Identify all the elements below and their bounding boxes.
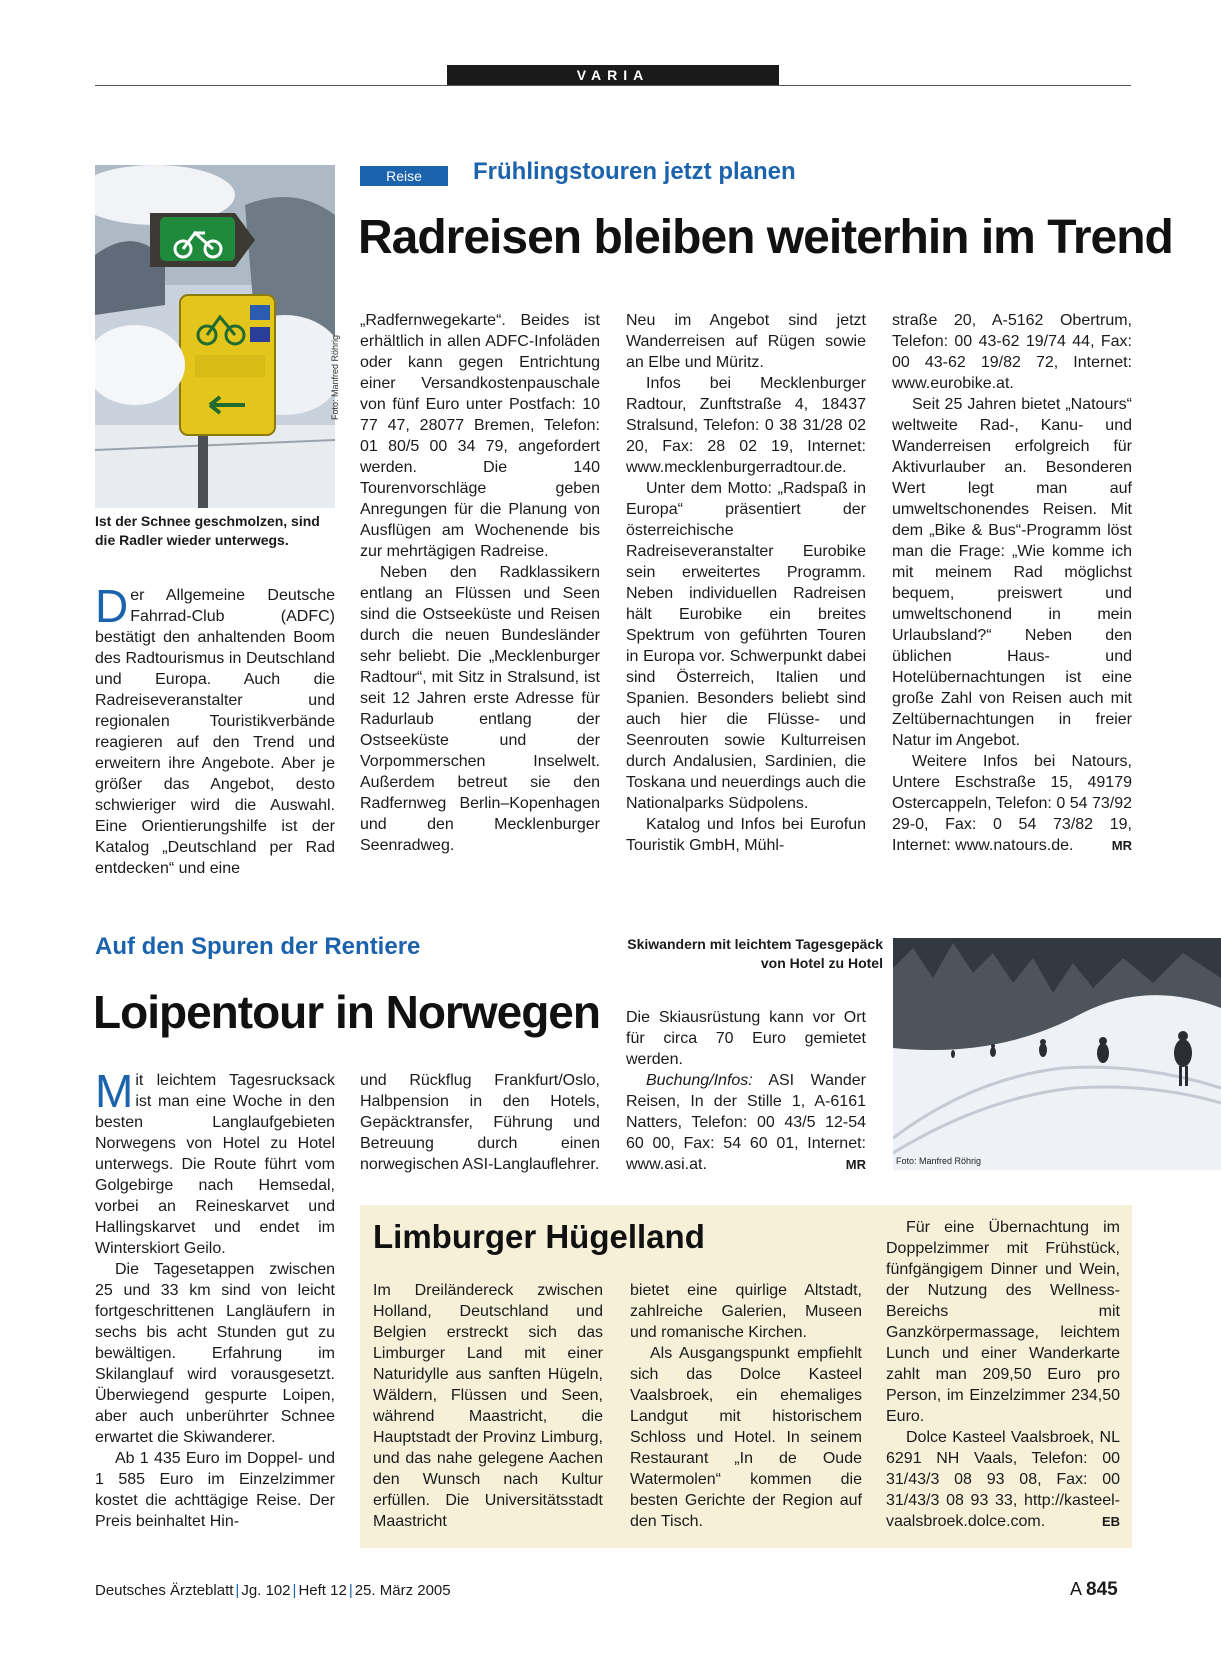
photo-caption: Skiwandern mit leichtem Tagesgepäck von Hotel zu Hotel [627, 936, 883, 971]
ski-illustration [893, 938, 1221, 1170]
drop-cap: D [95, 580, 129, 632]
article1-column-3: Neu im Angebot sind jetzt Wanderreisen auf Rügen sowie an Elbe und Müritz. Infos bei Mecklenburger Radtour, Zunftstraße 4, 18437 Stralsund, Telefon: 0 38 31/28 02 20, Fax: 28 02 19, Internet: www.mecklenburgerradtour.de. Unter dem Motto: „Radspaß in Europa“ präsentiert der österreichische Radreiseveranstalter Eurobike sein erweitertes Programm. Neben individuellen Radreisen hält Eurobike ein breites Spektrum von geführten Touren in Europa vor. Schwerpunkt dabei sind Österreich, Italien und Spanien. Besonders beliebt sind auch hier die Flüsse- und Seenrouten sowie Kulturreisen durch Andalusien, Sardinien, die Toskana und neuerdings auch die Nationalparks Südpolens. Katalog und Infos bei Eurofun Touristik GmbH, Mühl- [626, 312, 866, 854]
volume: Jg. 102 [241, 1582, 291, 1599]
photo-credit: Foto: Manfred Röhrig [330, 334, 340, 420]
issue: Heft 12 [298, 1582, 347, 1599]
box-column-2: bietet eine quirlige Altstadt, zahlreiche Galerien, Museen und romanische Kirchen. Als Ausgangspunkt empfiehlt sich das Dolce Kasteel Vaalsbroek, ein ehemaliges Landgut mit historischem Schloss und Hotel. In seinem Restaurant „In de Oude Watermolen“ kommen die besten Gerichte der Region auf den Tisch. [630, 1282, 862, 1530]
bike-sign-photo [95, 165, 335, 508]
article-headline: Loipentour in Norwegen [93, 986, 600, 1038]
article2-column-2: und Rückflug Frankfurt/Oslo, Halbpension in den Hotels, Gepäcktransfer, Führung und Betreuung durch einen norwegischen ASI-Langlauflehrer. [360, 1072, 600, 1173]
photo-credit: Foto: Manfred Röhrig [896, 1156, 982, 1166]
box-title: Limburger Hügelland [373, 1218, 705, 1255]
photo-caption: Ist der Schnee geschmolzen, sind die Radler wieder unterwegs. [95, 513, 320, 548]
article2-column-3: Die Skiausrüstung kann vor Ort für circa 70 Euro gemietet werden. Buchung/Infos: ASI Wander Reisen, In der Stille 1, A-6161 Natters, Telefon: 00 43/5 12-54 60 00, Fax: 54 60 01, Internet: www.asi.at. MR [626, 1009, 866, 1173]
bike-sign-illustration [95, 165, 335, 508]
article-headline: Radreisen bleiben weiterhin im Trend [358, 211, 1173, 264]
page-number: A 845 [1070, 1579, 1118, 1600]
category-tag: Reise [360, 166, 448, 186]
ski-photo [893, 938, 1221, 1170]
date: 25. März 2005 [354, 1582, 451, 1599]
footer-citation: Deutsches Ärzteblatt | Jg. 102 | Heft 12 | 25. März 2005 [95, 1582, 451, 1599]
drop-cap: M [95, 1065, 134, 1117]
article1-column-1: Der Allgemeine Deutsche Fahrrad-Club (ADFC) bestätigt den anhaltenden Boom des Radtourismus in Deutschland und Europa. Auch die Radreiseveranstalter und regionalen Touristikverbände reagieren auf den Trend und erweitern ihre Angebote. Aber je größer das Angebot, desto schwieriger wird die Auswahl. Eine Orientierungshilfe ist der Katalog „Deutschland per Rad entdecken“ und eine [95, 580, 335, 877]
article-kicker: Auf den Spuren der Rentiere [95, 933, 421, 960]
box-column-1: Im Dreiländereck zwischen Holland, Deutschland und Belgien erstreckt sich das Limburger Land mit einer Naturidylle aus sanften Hügeln, Wäldern, Flüssen und Seen, während Maastricht, die Hauptstadt der Provinz Limburg, und das nahe gelegene Aachen den Wunsch nach Kultur erfüllen. Die Universitätsstadt Maastricht [373, 1282, 603, 1530]
article-kicker: Frühlingstouren jetzt planen [473, 158, 796, 185]
section-label: VARIA [447, 65, 779, 85]
article2-column-1: Mit leichtem Tagesrucksack ist man eine Woche in den besten Langlaufgebieten Norwegens von Hotel zu Hotel unterwegs. Die Route führt vom Golgebirge nach Hemsedal, vorbei an Reineskarvet und Hallingskarvet und endet im Winterskiort Geilo. Die Tagesetappen zwischen 25 und 33 km sind von leicht fortgeschrittenen Langläufern in sechs bis acht Stunden gut zu bewältigen. Erfahrung im Skilanglauf wird vorausgesetzt. Überwiegend gespurte Loipen, aber auch unberührter Schnee erwartet die Skiwanderer. Ab 1 435 Euro im Doppel- und 1 585 Euro im Einzelzimmer kostet die achttägige Reise. Der Preis beinhaltet Hin- [95, 1065, 335, 1530]
article1-column-4: straße 20, A-5162 Obertrum, Telefon: 00 43-62 19/74 44, Fax: 00 43-62 19/82 72, Internet: www.eurobike.at. Seit 25 Jahren bietet „Natours“ weltweite Rad-, Kanu- und Wanderreisen erfolgreich für Aktivurlauber an. Besonderen Wert legt man auf umweltschonendes Reisen. Mit dem „Bike & Bus“-Programm löst man die Frage: „Wie komme ich mit meinem Rad möglichst bequem, preiswert und umweltschonend in mein Urlaubsland?“ Neben den üblichen Haus- und Hotelübernachtungen ist eine große Zahl von Reisen auch mit Zeltübernachtungen in freier Natur im Angebot. Weitere Infos bei Natours, Untere Eschstraße 15, 49179 Ostercappeln, Telefon: 0 54 73/92 29-0, Fax: 0 54 73/82 19, Internet: www.natours.de. MR [892, 312, 1132, 854]
journal-name: Deutsches Ärzteblatt [95, 1582, 234, 1599]
article1-column-2: „Radfernwegekarte“. Beides ist erhältlich in allen ADFC-Infoläden oder kann gegen Entrichtung einer Versandkostenpauschale von fünf Euro unter Postfach: 10 77 47, 28077 Bremen, Telefon: 01 80/5 00 34 79, angefordert werden. Die 140 Tourenvorschläge geben Anregungen für die Planung von Ausflügen am Wochenende bis zur mehrtägigen Radreise. Neben den Radklassikern entlang an Flüssen und Seen sind die Ostseeküste und Reisen durch die neuen Bundesländer sehr beliebt. Die „Mecklenburger Radtour“, mit Sitz in Stralsund, ist seit 12 Jahren erste Adresse für Radurlaub entlang der Ostseeküste und der Vorpommerschen Inselwelt. Außerdem betreut sie den Radfernweg Berlin–Kopenhagen und den Mecklenburger Seenradweg. [360, 312, 600, 854]
author-signature: MR [845, 1157, 866, 1172]
header-rule [95, 85, 1131, 86]
author-signature: MR [1111, 838, 1132, 853]
author-signature: EB [1101, 1514, 1120, 1529]
box-column-3: Für eine Übernachtung im Doppelzimmer mit Frühstück, fünfgängigem Dinner und Wein, der Nutzung des Wellness-Bereichs mit Ganzkörpermassage, leichtem Lunch und einer Wanderkarte zahlt man 209,50 Euro pro Person, im Einzelzimmer 234,50 Euro. Dolce Kasteel Vaalsbroek, NL 6291 NH Vaals, Telefon: 00 31/43/3 08 93 08, Fax: 00 31/43/3 08 93 33, http://kasteel-vaalsbroek.dolce.com. EB [886, 1219, 1120, 1530]
